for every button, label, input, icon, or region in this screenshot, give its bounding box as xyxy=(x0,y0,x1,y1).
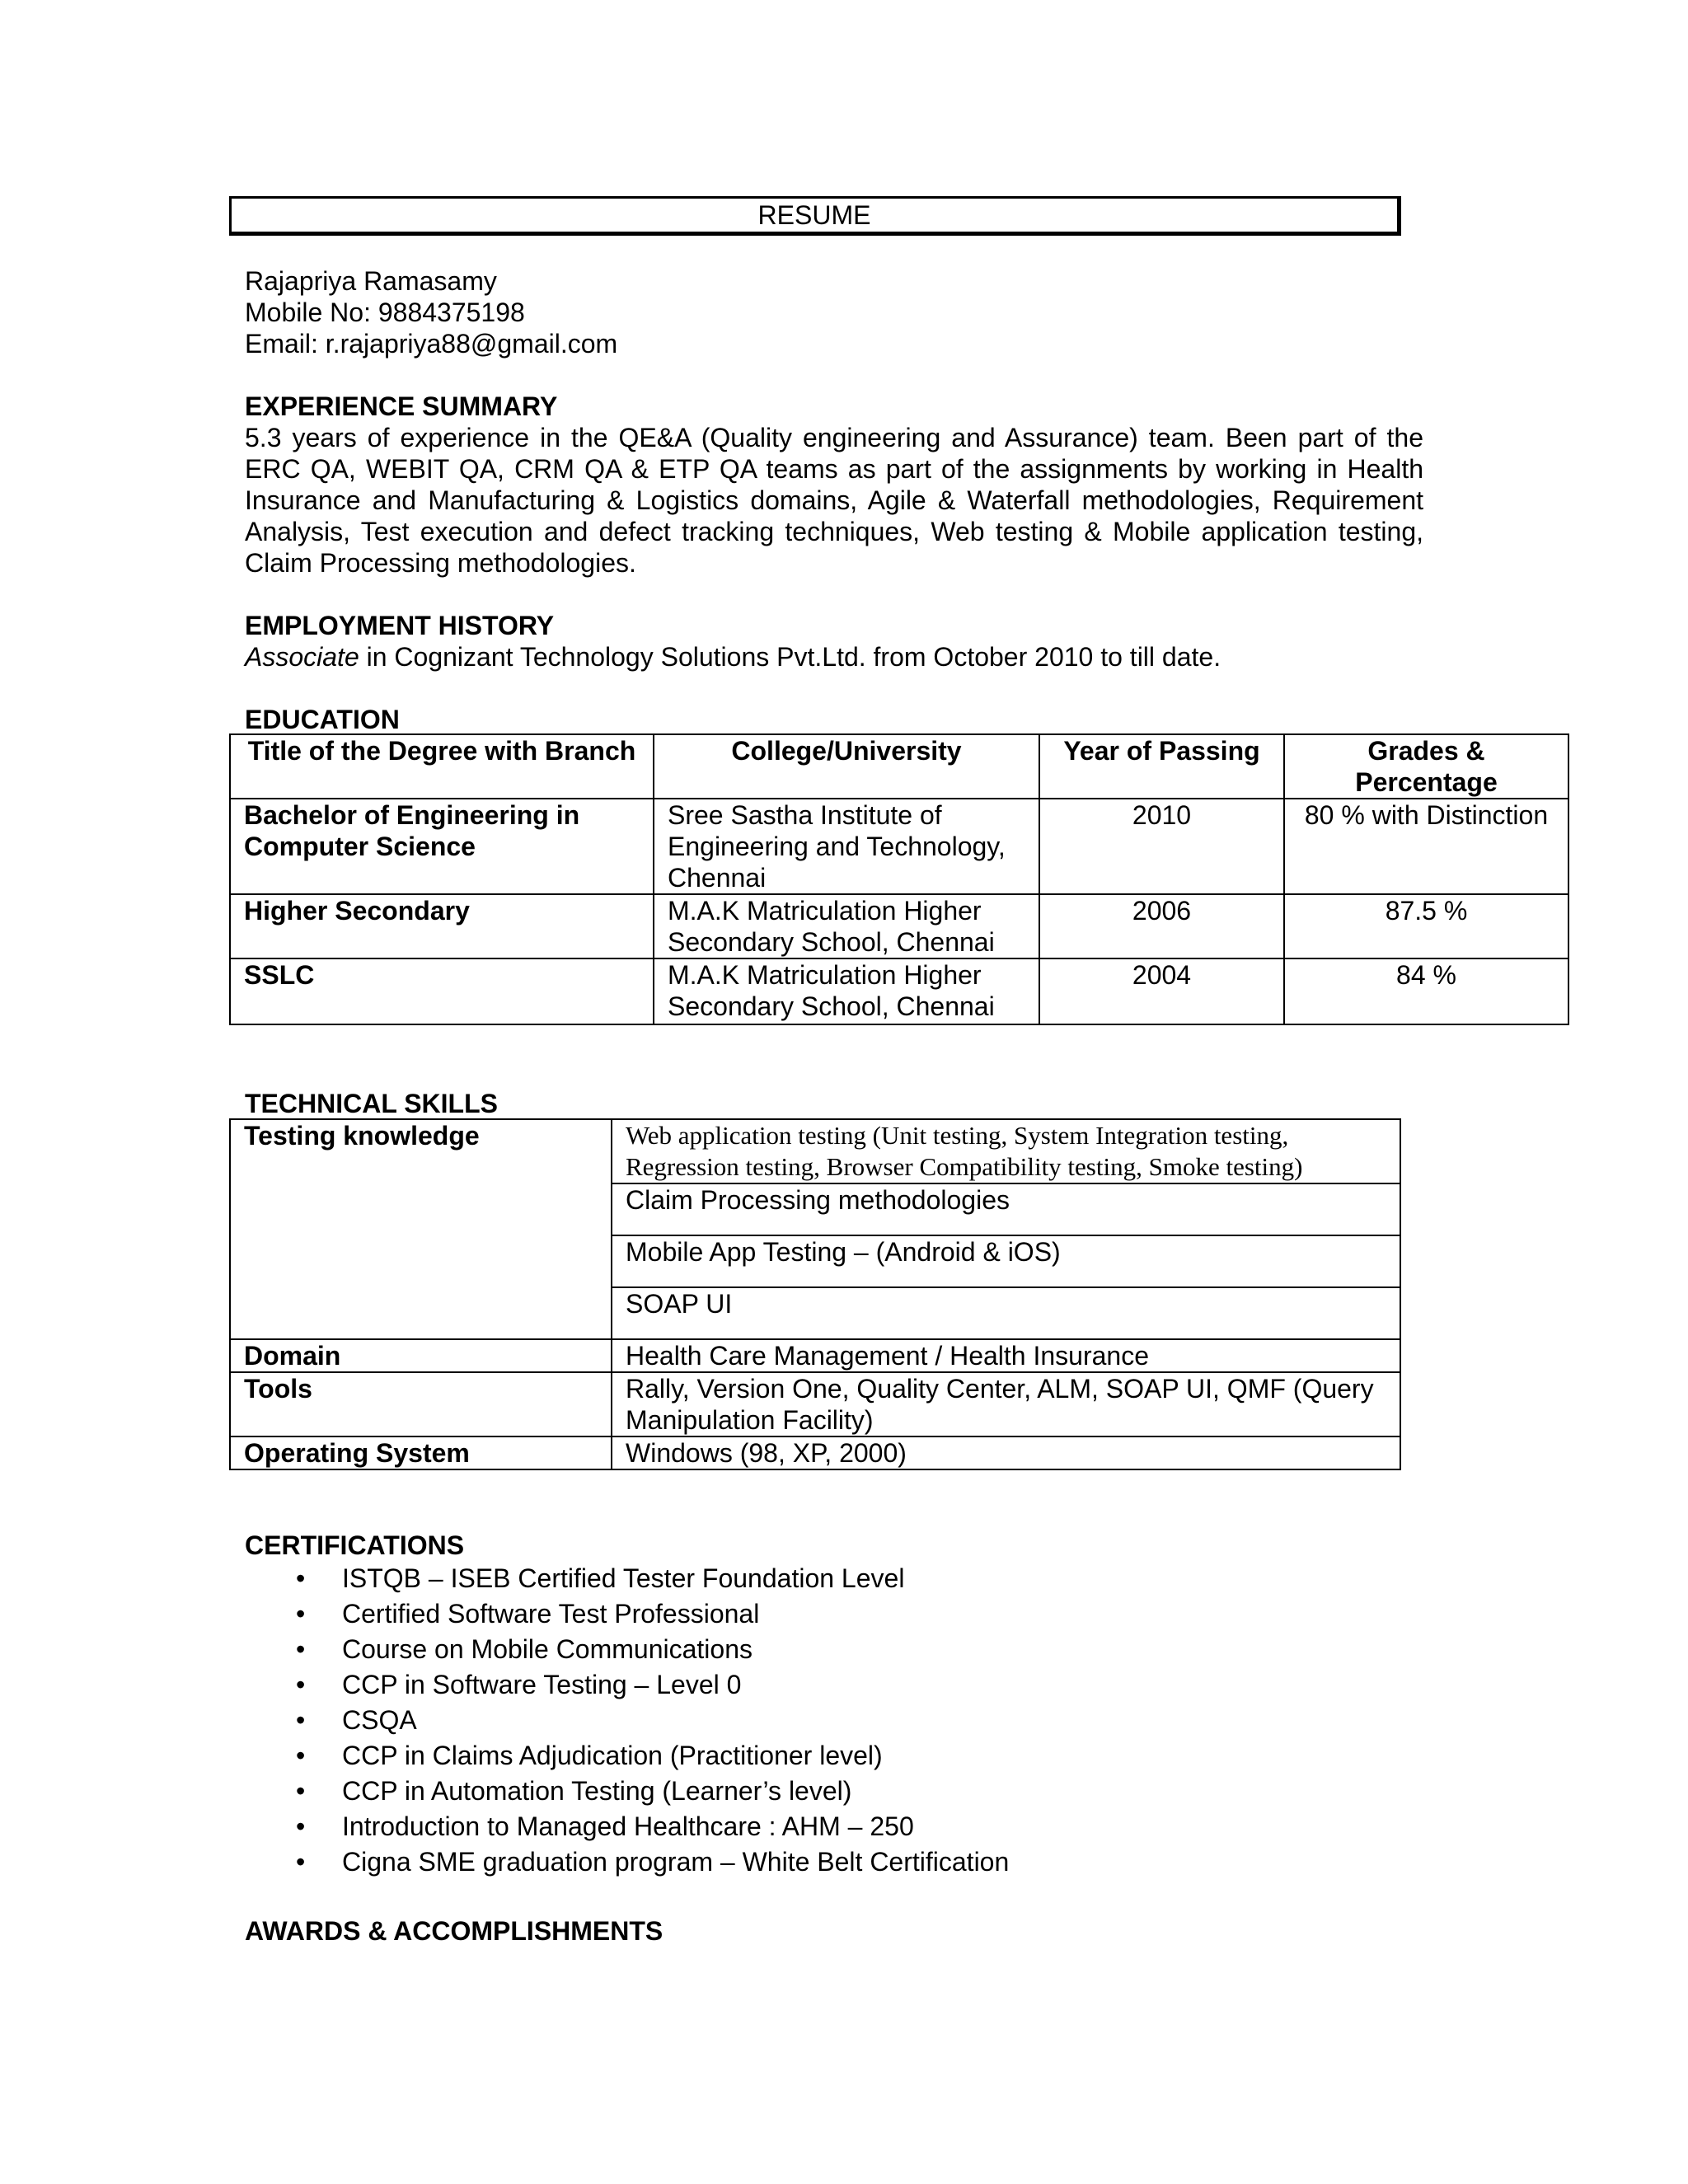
header-college: College/University xyxy=(654,734,1039,799)
employment-detail: in Cognizant Technology Solutions Pvt.Ltd. from October 2010 to till date. xyxy=(359,642,1221,672)
list-item xyxy=(245,1632,1009,1667)
domain-label: Domain xyxy=(230,1339,612,1372)
header-degree: Title of the Degree with Branch xyxy=(230,734,654,799)
table-row xyxy=(230,1436,1400,1469)
grade-cell: 87.5 % xyxy=(1284,894,1568,958)
testing-knowledge-label: Testing knowledge xyxy=(230,1119,612,1339)
table-row xyxy=(230,1372,1400,1436)
employment-text xyxy=(245,641,1221,673)
awards-heading: AWARDS & ACCOMPLISHMENTS xyxy=(245,1916,663,1946)
employment-role: Associate xyxy=(245,642,359,672)
os-label: Operating System xyxy=(230,1436,612,1469)
skills-table xyxy=(229,1118,1401,1470)
list-item xyxy=(245,1774,1009,1809)
year-cell: 2010 xyxy=(1039,799,1284,894)
cert-text: CCP in Automation Testing (Learner’s level) xyxy=(342,1776,852,1806)
list-item xyxy=(245,1596,1009,1632)
table-row xyxy=(230,799,1568,894)
table-row xyxy=(230,1119,1400,1183)
certifications-heading: CERTIFICATIONS xyxy=(245,1530,465,1560)
list-item xyxy=(245,1667,1009,1703)
bullet-icon: • xyxy=(296,1811,306,1841)
bullet-icon: • xyxy=(296,1563,306,1593)
table-row xyxy=(230,894,1568,958)
table-row xyxy=(230,1339,1400,1372)
testing-item: Mobile App Testing – (Android & iOS) xyxy=(612,1235,1400,1287)
mobile-number: Mobile No: 9884375198 xyxy=(245,298,525,327)
degree-cell: SSLC xyxy=(230,958,654,1024)
cert-text: CCP in Software Testing – Level 0 xyxy=(342,1670,742,1699)
bullet-icon: • xyxy=(296,1670,306,1699)
testing-item: SOAP UI xyxy=(612,1287,1400,1339)
list-item xyxy=(245,1738,1009,1774)
list-item xyxy=(245,1809,1009,1844)
os-value: Windows (98, XP, 2000) xyxy=(612,1436,1400,1469)
experience-heading: EXPERIENCE SUMMARY xyxy=(245,391,558,421)
education-heading: EDUCATION xyxy=(245,705,400,734)
college-cell: Sree Sastha Institute of Engineering and Technology, Chennai xyxy=(654,799,1039,894)
college-cell: M.A.K Matriculation Higher Secondary School, Chennai xyxy=(654,894,1039,958)
college-cell: M.A.K Matriculation Higher Secondary School, Chennai xyxy=(654,958,1039,1024)
domain-value: Health Care Management / Health Insurance xyxy=(612,1339,1400,1372)
list-item xyxy=(245,1844,1009,1880)
grade-cell: 80 % with Distinction xyxy=(1284,799,1568,894)
contact-block xyxy=(245,265,617,359)
header-year: Year of Passing xyxy=(1039,734,1284,799)
cert-text: Course on Mobile Communications xyxy=(342,1634,753,1664)
cert-text: Cigna SME graduation program – White Belt Certification xyxy=(342,1847,1010,1877)
cert-text: Certified Software Test Professional xyxy=(342,1599,760,1629)
list-item xyxy=(245,1703,1009,1738)
education-table xyxy=(229,733,1569,1025)
tools-label: Tools xyxy=(230,1372,612,1436)
testing-item: Web application testing (Unit testing, System Integration testing, Regression testing, Browser Compatibility testing, Smoke testing) xyxy=(612,1119,1400,1183)
list-item xyxy=(245,1561,1009,1596)
bullet-icon: • xyxy=(296,1776,306,1806)
bullet-icon: • xyxy=(296,1599,306,1629)
degree-cell: Bachelor of Engineering in Computer Science xyxy=(230,799,654,894)
employment-section xyxy=(245,610,1221,673)
degree-cell: Higher Secondary xyxy=(230,894,654,958)
cert-text: ISTQB – ISEB Certified Tester Foundation Level xyxy=(342,1563,905,1593)
bullet-icon: • xyxy=(296,1705,306,1735)
cert-text: CCP in Claims Adjudication (Practitioner level) xyxy=(342,1741,883,1770)
bullet-icon: • xyxy=(296,1741,306,1770)
cert-text: Introduction to Managed Healthcare : AHM – 250 xyxy=(342,1811,914,1841)
year-cell: 2006 xyxy=(1039,894,1284,958)
testing-item: Claim Processing methodologies xyxy=(612,1183,1400,1235)
header-grades: Grades & Percentage xyxy=(1284,734,1568,799)
certifications-section xyxy=(245,1530,1009,1880)
candidate-name: Rajapriya Ramasamy xyxy=(245,266,497,296)
skills-heading: TECHNICAL SKILLS xyxy=(245,1089,498,1118)
bullet-icon: • xyxy=(296,1634,306,1664)
experience-section xyxy=(245,391,1423,579)
table-row xyxy=(230,958,1568,1024)
resume-title: RESUME xyxy=(229,196,1401,236)
cert-text: CSQA xyxy=(342,1705,417,1735)
email-address: Email: r.rajapriya88@gmail.com xyxy=(245,329,618,359)
experience-text: 5.3 years of experience in the QE&A (Quality engineering and Assurance) team. Been part of the ERC QA, WEBIT QA, CRM QA & ETP QA teams as part of the assignments by working in Health Insurance and Manufacturing & Logistics domains, Agile & Waterfall methodologies, Requirement Analysis, Test execution and defect tracking techniques, Web testing & Mobile application testing, Claim Processing methodologies. xyxy=(245,423,1423,578)
employment-heading: EMPLOYMENT HISTORY xyxy=(245,611,555,640)
bullet-icon: • xyxy=(296,1847,306,1877)
grade-cell: 84 % xyxy=(1284,958,1568,1024)
year-cell: 2004 xyxy=(1039,958,1284,1024)
tools-value: Rally, Version One, Quality Center, ALM, SOAP UI, QMF (Query Manipulation Facility) xyxy=(612,1372,1400,1436)
certifications-list xyxy=(245,1561,1009,1880)
table-header-row xyxy=(230,734,1568,799)
